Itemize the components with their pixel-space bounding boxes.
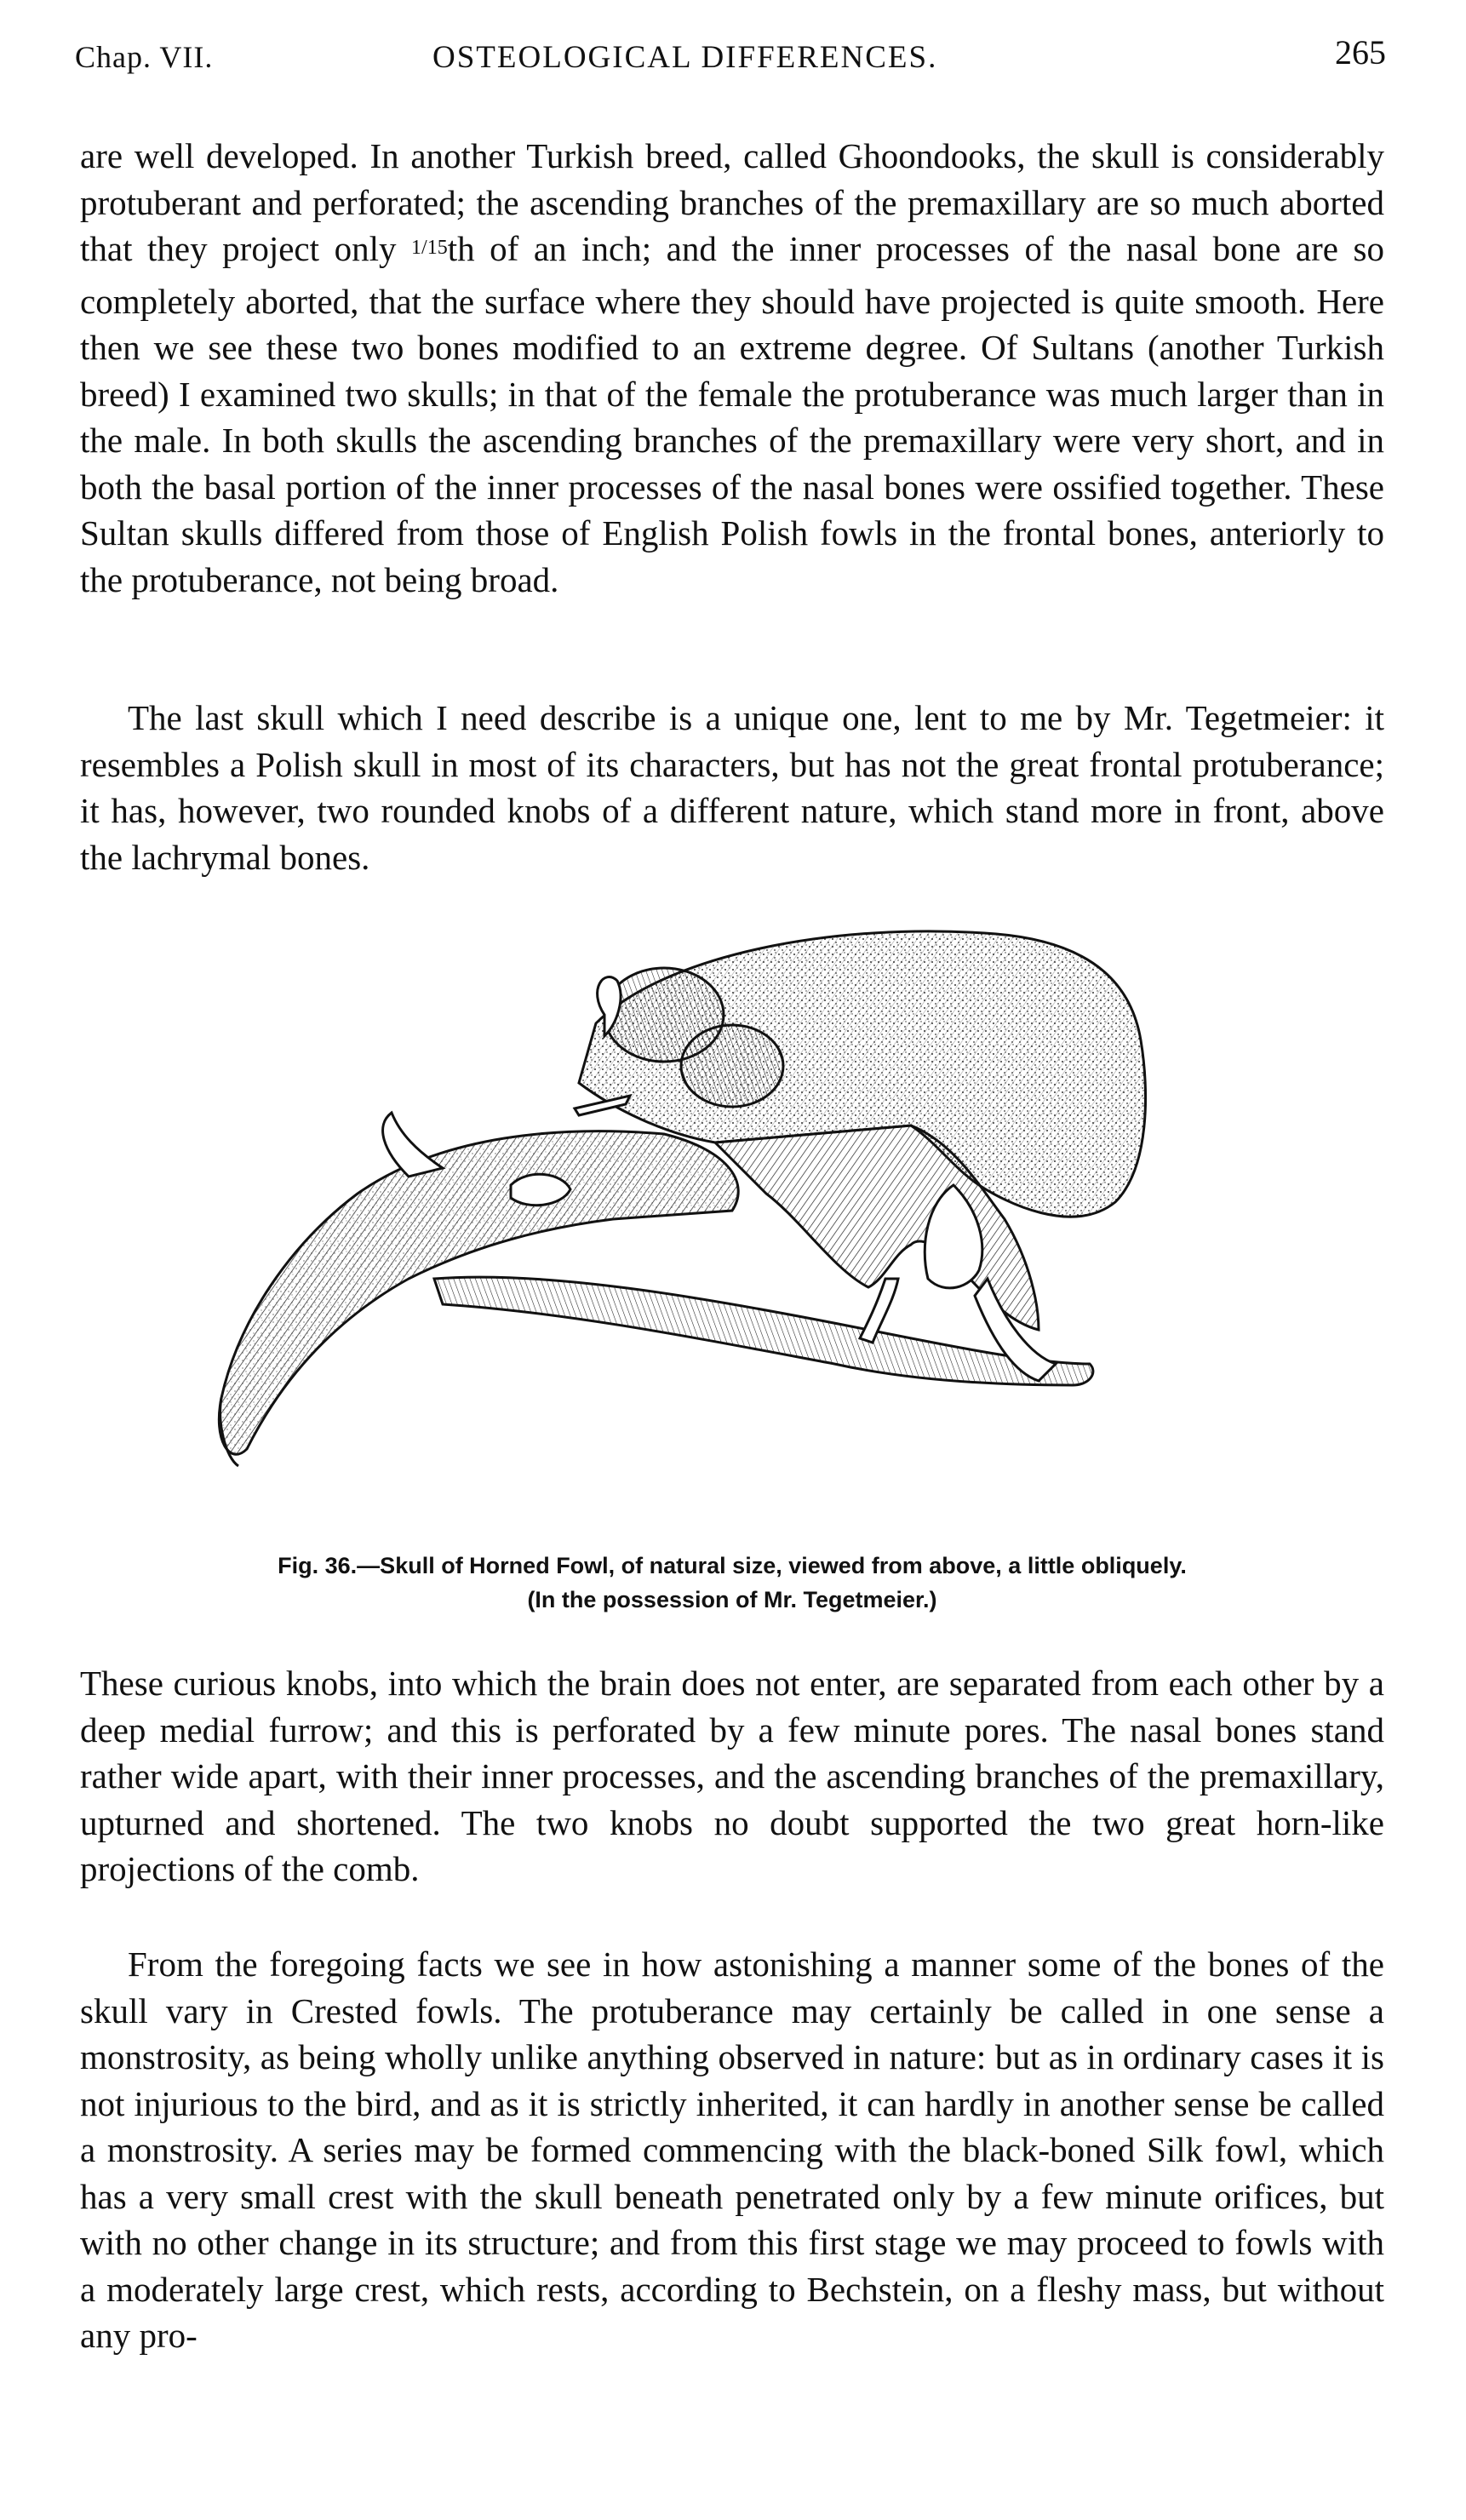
paragraph-unique-skull: The last skull which I need describe is a unique one, lent to me by Mr. Tegetmeier: it resembles a Polish skull in most of its characters, but has not the great frontal protuberance; it has, however, two rounded knobs of a different nature, which stand more in front, above the lachrymal bones. bbox=[80, 698, 1384, 877]
skull-engraving-image bbox=[187, 921, 1294, 1560]
skull-illustration bbox=[187, 921, 1294, 1560]
paragraph-ghoondooks bbox=[80, 133, 1384, 603]
fraction: 1/15 bbox=[411, 237, 448, 259]
running-title: OSTEOLOGICAL DIFFERENCES. bbox=[432, 40, 938, 75]
figure-caption-credit: (In the possession of Mr. Tegetmeier.) bbox=[527, 1587, 937, 1612]
paragraph-foregoing-facts: From the foregoing facts we see in how astonishing a manner some of the bones of the skull vary in Crested fowls. The protuberance may certainly be called in one sense a monstrosity, as being wholly unlike anything observed in nature: but as in ordinary cases it is not injurious to the bird, and as it is strictly inherited, it can hardly in another sense be called a monstrosity. A series may be formed commencing with the black-boned Silk fowl, which has a very small crest with the skull beneath penetrated only by a few minute orifices, but with no other change in its structure; and from this first stage we may proceed to fowls with a moderately large crest, which rests, according to Bechstein, on a fleshy mass, but without any pro- bbox=[80, 1944, 1384, 2355]
paragraph-text: are well developed. In another Turkish breed, called Ghoondooks, the skull is considerably protuberant and perforated; the ascending branches of the premaxillary are so much aborted that they project only bbox=[80, 136, 1384, 268]
figure-caption: Fig. 36.—Skull of Horned Fowl, of natural size, viewed from above, a little obliquely. bbox=[278, 1553, 1187, 1578]
paragraph-text: th of an inch; and the inner processes of the nasal bone are so completely aborted, that the surface where they should have projected is quite smooth. Here then we see these two bones modified to an extreme degree. Of Sultans (another Turkish breed) I examined two skulls; in that of the female the protuberance was much larger than in the male. In both skulls the ascending branches of the premaxillary were very short, and in both the basal portion of the inner processes of the nasal bones were ossified together. These Sultan skulls differed from those of English Polish fowls in the frontal bones, anteriorly to the protuberance, not being broad. bbox=[80, 229, 1384, 599]
chapter-label: Chap. VII. bbox=[75, 40, 214, 74]
page-number: 265 bbox=[1335, 33, 1386, 72]
paragraph-curious-knobs: These curious knobs, into which the brain does not enter, are separated from each other by a deep medial furrow; and this is perforated by a few minute pores. The nasal bones stand rather wide apart, with their inner processes, and the ascending branches of the premaxillary, upturned and shortened. The two knobs no doubt supported the two great horn-like projections of the comb. bbox=[80, 1664, 1384, 1888]
running-header bbox=[75, 32, 1386, 83]
